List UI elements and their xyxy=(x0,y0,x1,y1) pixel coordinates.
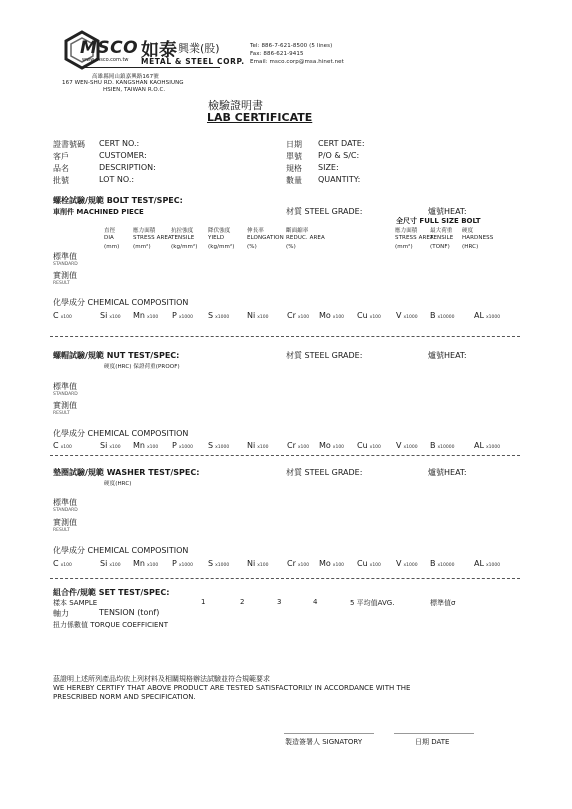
chem-symbol: B xyxy=(430,311,436,320)
address-line2: HSIEN, TAIWAN R.O.C. xyxy=(103,87,166,93)
chem-factor: x1000 xyxy=(178,445,193,450)
washer-heat: 爐號HEAT: xyxy=(428,468,467,477)
chem-symbol: Cu xyxy=(357,441,368,450)
nut-chem-row-element xyxy=(319,441,344,450)
chem-factor: x1000 xyxy=(403,445,418,450)
bolt-result-cn: 實測值 xyxy=(53,271,77,280)
bolt-chem-row-element xyxy=(53,311,72,320)
washer-chem-row-element xyxy=(319,559,344,568)
nut-heat: 爐號HEAT: xyxy=(428,351,467,360)
chem-factor: x100 xyxy=(146,315,159,320)
logo-chinese-name: 如泰 xyxy=(141,40,177,61)
nut-chem-row-element xyxy=(474,441,500,450)
certify-en-line1: WE HEREBY CERTIFY THAT ABOVE PRODUCT ARE TESTED SATISFACTORILY IN ACCORDANCE WITH THE xyxy=(53,684,411,692)
set-sample-4: 4 xyxy=(313,598,318,606)
chem-factor: x1000 xyxy=(403,563,418,568)
chem-symbol: Cu xyxy=(357,559,368,568)
tel: Tel: 886-7-621-8500 (5 lines) xyxy=(250,43,333,49)
nut-result-en: RESULT xyxy=(53,411,70,416)
chem-factor: x100 xyxy=(60,563,72,568)
set-sample: 樣本 SAMPLE xyxy=(53,599,98,607)
chem-symbol: B xyxy=(430,441,436,450)
chem-symbol: AL xyxy=(474,441,484,450)
chem-factor: x100 xyxy=(369,563,381,568)
website: www.msco.com.tw xyxy=(82,57,129,63)
chem-symbol: V xyxy=(396,311,402,320)
chem-symbol: P xyxy=(172,559,177,568)
chem-factor: x100 xyxy=(60,445,72,450)
chem-factor: x10000 xyxy=(437,445,455,450)
chem-symbol: Ni xyxy=(247,311,256,320)
bolt-chem-row-element xyxy=(357,311,381,320)
logo-wordmark: MSCO xyxy=(80,38,139,58)
nut-steel-grade: 材質 STEEL GRADE: xyxy=(286,351,363,360)
bolt-chem-row-element xyxy=(430,311,454,320)
lot-label: LOT NO.: xyxy=(99,175,135,184)
nut-chem-row-element xyxy=(247,441,268,450)
set-sample-3: 3 xyxy=(277,598,282,606)
bolt-col-unit-2: (kg/mm²) xyxy=(171,244,198,250)
bolt-heat: 爐號HEAT: xyxy=(428,207,467,216)
nut-chem-row-element xyxy=(287,441,309,450)
chem-symbol: AL xyxy=(474,559,484,568)
chem-factor: x1000 xyxy=(485,315,501,320)
nut-chem-row-element xyxy=(430,441,454,450)
date-cn: 日期 xyxy=(286,140,302,149)
set-sample-avg: 5 平均值AVG. xyxy=(350,599,395,607)
bolt-standard-en: STANDARD xyxy=(53,262,78,267)
qty-label: QUANTITY: xyxy=(318,175,361,184)
bolt-col-unit-0: (mm) xyxy=(104,244,120,250)
washer-sub-headers: 硬度(HRC) xyxy=(104,481,132,487)
washer-chem-title: 化學成分 CHEMICAL COMPOSITION xyxy=(53,546,189,555)
chem-factor: x10000 xyxy=(437,563,455,568)
chem-factor: x100 xyxy=(60,315,72,320)
po-label: P/O & S/C: xyxy=(318,151,360,160)
chem-factor: x1000 xyxy=(215,315,230,320)
bolt-chem-row-element xyxy=(287,311,309,320)
chem-symbol: Si xyxy=(100,559,108,568)
logo-chinese-suffix: 興業(股) xyxy=(178,42,220,55)
washer-chem-row-element xyxy=(172,559,193,568)
bolt-col-unit-7: (TONF) xyxy=(430,244,450,250)
chem-factor: x100 xyxy=(109,563,121,568)
bolt-col-cn-2: 抗拉強度 xyxy=(171,228,194,234)
bolt-steel-grade: 材質 STEEL GRADE: xyxy=(286,207,363,216)
bolt-chem-row-element xyxy=(100,311,121,320)
set-sample-2: 2 xyxy=(240,598,245,606)
chem-factor: x100 xyxy=(109,315,121,320)
bolt-col-unit-8: (HRC) xyxy=(462,244,479,250)
chem-symbol: Ni xyxy=(247,441,256,450)
bolt-col-en-1: STRESS AREA xyxy=(133,235,172,241)
washer-steel-grade: 材質 STEEL GRADE: xyxy=(286,468,363,477)
set-sample-std: 標準值σ xyxy=(430,599,456,607)
lot-cn: 批號 xyxy=(53,176,69,185)
chem-factor: x100 xyxy=(297,445,310,450)
address-line1: 167 WEN-SHU RD. KANGSHAN KAOHSIUNG xyxy=(62,80,184,86)
bolt-col-en-8: HARDNESS xyxy=(462,235,494,241)
chem-factor: x100 xyxy=(146,563,159,568)
bolt-col-unit-3: (kg/mm²) xyxy=(208,244,235,250)
bolt-col-en-7: TENSILE xyxy=(430,235,454,241)
bolt-result-en: RESULT xyxy=(53,281,70,286)
chem-symbol: Mn xyxy=(133,441,145,450)
chem-symbol: S xyxy=(208,441,214,450)
bolt-col-cn-4: 伸長率 xyxy=(247,228,264,234)
bolt-chem-row-element xyxy=(396,311,418,320)
chem-symbol: AL xyxy=(474,311,484,320)
chem-symbol: Si xyxy=(100,311,108,320)
certify-cn: 茲證明上述所列產品均依上列材料及相關規格辦法試驗並符合規範要求 xyxy=(53,675,270,683)
chem-symbol: Mn xyxy=(133,311,145,320)
page-title: LAB CERTIFICATE xyxy=(207,111,313,124)
set-sample-1: 1 xyxy=(201,598,206,606)
washer-chem-row-element xyxy=(474,559,500,568)
nut-title: 螺帽試驗/規範 NUT TEST/SPEC: xyxy=(53,351,180,360)
nut-chem-title: 化學成分 CHEMICAL COMPOSITION xyxy=(53,429,189,438)
chem-factor: x100 xyxy=(297,563,310,568)
nut-chem-row-element xyxy=(100,441,121,450)
size-cn: 規格 xyxy=(286,164,302,173)
chem-symbol: P xyxy=(172,311,177,320)
nut-result-cn: 實測值 xyxy=(53,401,77,410)
bolt-chem-row-element xyxy=(208,311,229,320)
bolt-chem-row-element xyxy=(319,311,344,320)
chem-symbol: C xyxy=(53,441,59,450)
address-chinese: 高雄縣岡山鎮嘉興路167號 xyxy=(92,74,159,80)
bolt-col-en-4: ELONGATION xyxy=(247,235,284,241)
chem-symbol: C xyxy=(53,311,59,320)
nut-chem-row-element xyxy=(357,441,381,450)
bolt-chem-title: 化學成分 CHEMICAL COMPOSITION xyxy=(53,298,189,307)
bolt-chem-row-element xyxy=(172,311,193,320)
bolt-chem-row-element xyxy=(247,311,268,320)
fax: Fax: 886-621-9415 xyxy=(250,51,304,57)
bolt-col-cn-0: 直徑 xyxy=(104,228,116,234)
chem-factor: x100 xyxy=(369,445,381,450)
nut-standard-cn: 標準值 xyxy=(53,382,77,391)
nut-chem-row-element xyxy=(133,441,158,450)
tension-label: TENSION (tonf) xyxy=(99,608,160,617)
chem-symbol: S xyxy=(208,559,214,568)
bolt-col-cn-8: 硬度 xyxy=(462,228,474,234)
washer-chem-row-element xyxy=(53,559,72,568)
chem-factor: x100 xyxy=(332,315,345,320)
nut-standard-en: STANDARD xyxy=(53,392,78,397)
chem-factor: x100 xyxy=(369,315,381,320)
description-label: DESCRIPTION: xyxy=(99,163,156,172)
email: Email: msco.corp@msa.hinet.net xyxy=(250,59,344,65)
bolt-standard-cn: 標準值 xyxy=(53,252,77,261)
chem-symbol: Cr xyxy=(287,441,296,450)
washer-chem-row-element xyxy=(133,559,158,568)
chem-symbol: P xyxy=(172,441,177,450)
cert-no-cn: 證書號碼 xyxy=(53,140,85,149)
chem-symbol: Cr xyxy=(287,559,296,568)
bolt-col-en-3: YIELD xyxy=(208,235,225,241)
bolt-col-unit-4: (%) xyxy=(247,244,257,250)
washer-standard-cn: 標準值 xyxy=(53,498,77,507)
customer-cn: 客戶 xyxy=(53,152,69,161)
chem-factor: x1000 xyxy=(215,445,230,450)
bolt-col-cn-6: 應力面積 xyxy=(395,228,418,234)
signatory-label: 製造簽署人 SIGNATORY xyxy=(285,738,363,746)
washer-chem-row-element xyxy=(396,559,418,568)
nut-chem-row-element xyxy=(396,441,418,450)
chem-symbol: V xyxy=(396,559,402,568)
nut-chem-row-element xyxy=(53,441,72,450)
washer-chem-row-element xyxy=(208,559,229,568)
washer-result-en: RESULT xyxy=(53,528,70,533)
description-cn: 品名 xyxy=(53,164,69,173)
washer-chem-row-element xyxy=(247,559,268,568)
chem-symbol: B xyxy=(430,559,436,568)
bolt-col-cn-5: 斷面縮率 xyxy=(286,228,309,234)
chem-symbol: C xyxy=(53,559,59,568)
torque-coefficient: 扭力係數值 TORQUE COEFFICIENT xyxy=(53,621,168,629)
washer-chem-row-element xyxy=(287,559,309,568)
chem-factor: x100 xyxy=(257,315,269,320)
chem-factor: x1000 xyxy=(485,563,501,568)
size-label: SIZE: xyxy=(318,163,339,172)
chem-factor: x100 xyxy=(332,563,345,568)
chem-symbol: Cr xyxy=(287,311,296,320)
qty-cn: 數量 xyxy=(286,176,302,185)
chem-factor: x10000 xyxy=(437,315,455,320)
bolt-col-en-0: DIA xyxy=(104,235,114,241)
chem-factor: x1000 xyxy=(403,315,418,320)
chem-symbol: Mo xyxy=(319,311,331,320)
customer-label: CUSTOMER: xyxy=(99,151,147,160)
chem-symbol: Si xyxy=(100,441,108,450)
date-label: CERT DATE: xyxy=(318,139,365,148)
cert-no-label: CERT NO.: xyxy=(99,139,140,148)
tension-cn: 軸力 xyxy=(53,609,69,618)
chem-symbol: Ni xyxy=(247,559,256,568)
po-cn: 單號 xyxy=(286,152,302,161)
nut-chem-row-element xyxy=(172,441,193,450)
bolt-col-unit-1: (mm²) xyxy=(133,244,151,250)
bolt-col-unit-5: (%) xyxy=(286,244,296,250)
chem-symbol: S xyxy=(208,311,214,320)
bolt-title: 螺栓試驗/規範 BOLT TEST/SPEC: xyxy=(53,196,183,205)
chem-factor: x100 xyxy=(297,315,310,320)
washer-chem-row-element xyxy=(430,559,454,568)
bolt-col-en-2: TENSILE xyxy=(171,235,195,241)
certify-en-line2: PRESCRIBED NORM AND SPECIFICATION. xyxy=(53,693,196,701)
set-title: 組合件/規範 SET TEST/SPEC: xyxy=(53,588,170,597)
chem-symbol: Mn xyxy=(133,559,145,568)
chem-factor: x1000 xyxy=(485,445,501,450)
bolt-col-cn-1: 應力面積 xyxy=(133,228,156,234)
title-chinese: 檢驗證明書 xyxy=(208,99,263,112)
chem-factor: x1000 xyxy=(178,563,193,568)
chem-factor: x100 xyxy=(109,445,121,450)
company-english: METAL & STEEL CORP. xyxy=(141,57,245,66)
bolt-chem-row-element xyxy=(133,311,158,320)
machined-piece: 車削件 MACHINED PIECE xyxy=(53,208,144,216)
chem-symbol: V xyxy=(396,441,402,450)
chem-symbol: Mo xyxy=(319,441,331,450)
bolt-col-cn-7: 最大荷重 xyxy=(430,228,453,234)
bolt-col-en-6: STRESS AREA xyxy=(395,235,434,241)
full-size-bolt: 全尺寸 FULL SIZE BOLT xyxy=(396,217,481,225)
bolt-col-unit-6: (mm²) xyxy=(395,244,413,250)
bolt-col-cn-3: 降伏強度 xyxy=(208,228,231,234)
washer-chem-row-element xyxy=(357,559,381,568)
chem-factor: x100 xyxy=(257,445,269,450)
nut-sub-headers: 硬度(HRC) 保證荷重(PROOF) xyxy=(104,364,180,370)
washer-title: 墊圈試驗/規範 WASHER TEST/SPEC: xyxy=(53,468,200,477)
bolt-chem-row-element xyxy=(474,311,500,320)
chem-factor: x100 xyxy=(146,445,159,450)
chem-factor: x1000 xyxy=(178,315,193,320)
chem-symbol: Mo xyxy=(319,559,331,568)
chem-factor: x100 xyxy=(332,445,345,450)
chem-factor: x100 xyxy=(257,563,269,568)
chem-symbol: Cu xyxy=(357,311,368,320)
date-label-footer: 日期 DATE xyxy=(415,738,450,746)
bolt-col-en-5: REDUC. AREA xyxy=(286,235,325,241)
washer-result-cn: 實測值 xyxy=(53,518,77,527)
washer-standard-en: STANDARD xyxy=(53,508,78,513)
nut-chem-row-element xyxy=(208,441,229,450)
washer-chem-row-element xyxy=(100,559,121,568)
chem-factor: x1000 xyxy=(215,563,230,568)
